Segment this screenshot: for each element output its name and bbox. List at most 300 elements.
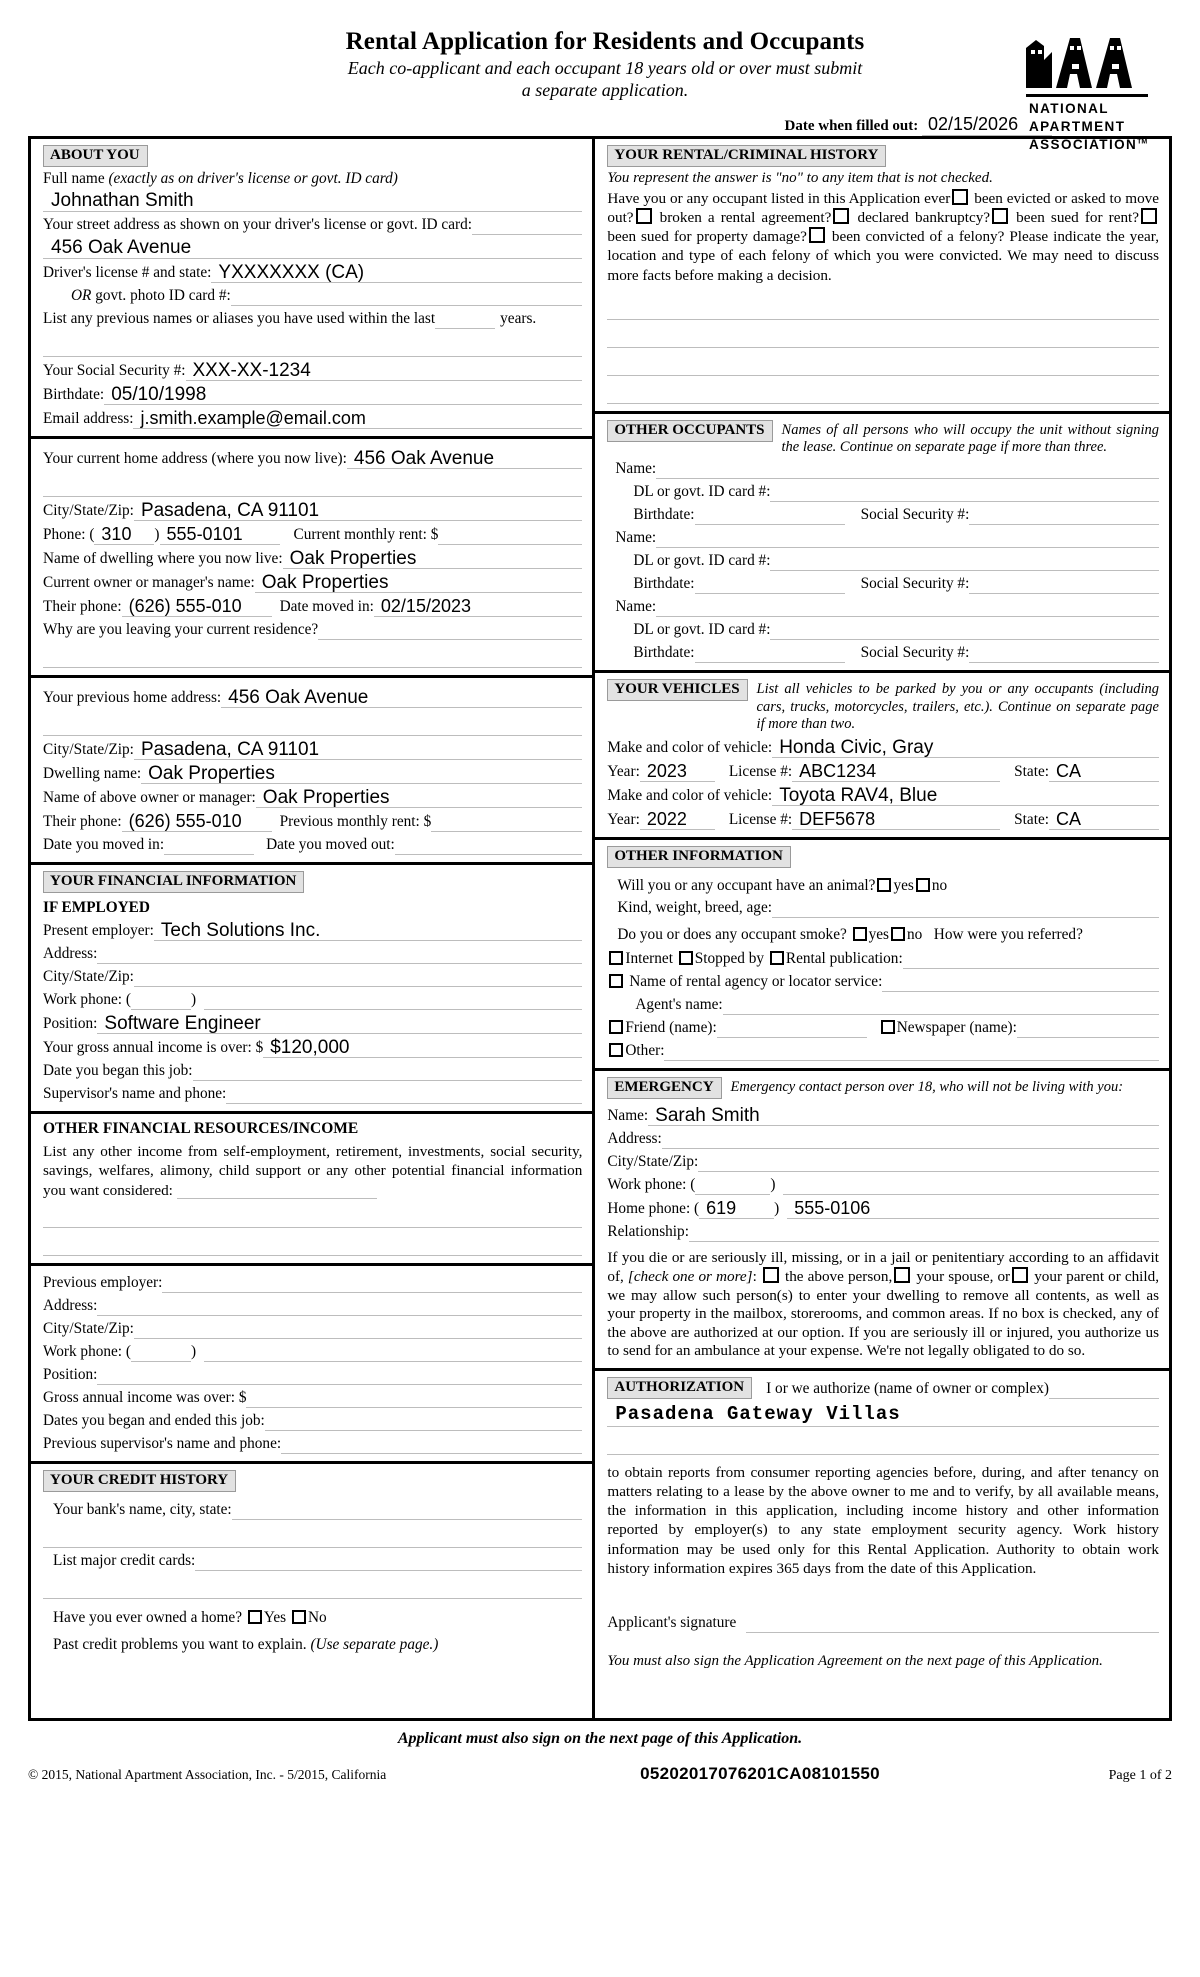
bank-input[interactable] (232, 1501, 583, 1520)
emergency-address-input[interactable] (662, 1130, 1159, 1149)
occupant-2-birthdate-input[interactable] (695, 575, 845, 594)
govt-id-input[interactable] (231, 287, 583, 306)
occupant-1-ssn-label: Social Security #: (860, 506, 970, 524)
form-frame (28, 136, 1172, 1721)
govt-id-label: OR govt. photo ID card #: (71, 287, 231, 304)
smoke-yes-checkbox[interactable] (853, 927, 867, 941)
occupant-entry-3 (607, 598, 1159, 663)
referred-label: How were you referred? (933, 925, 1083, 943)
stopped-by-checkbox[interactable] (679, 951, 693, 965)
footer-bar (28, 1764, 1172, 1784)
employer-csz-input[interactable] (134, 968, 582, 987)
ssn-input[interactable]: XXX-XX-1234 (186, 361, 583, 381)
aliases-row (43, 310, 582, 329)
previous-csz-input[interactable]: Pasadena, CA 91101 (134, 740, 582, 760)
agency-row (607, 973, 1159, 992)
rental-publication-checkbox[interactable] (770, 951, 784, 965)
authorization-body: to obtain reports from consumer reporting agencies before, during, and after tenancy on matters relating to a lease by the above owner to me and to verify, by all available means, the information in this application, including income history and other information reported by employer(s) to any state employment security agency. Work history information may be used only for this Rental Application. Authority to obtain work history information expires 365 days from the date of this Application. (607, 1463, 1159, 1577)
occupant-1-birthdate-label: Birthdate: (633, 506, 695, 524)
occupant-3-dl-input[interactable] (770, 621, 1159, 640)
occupant-3-birthdate-input[interactable] (695, 644, 845, 663)
prev-employer-row (43, 1274, 582, 1293)
other-occupants-note: Names of all persons who will occupy the unit without signing the lease. Continue on separate page if more than three. (781, 421, 1159, 456)
occupant-2-dl-row (607, 552, 1159, 571)
previous-address-line2[interactable] (43, 717, 582, 736)
newspaper-input[interactable] (1017, 1019, 1159, 1038)
felony-checkbox[interactable] (809, 227, 825, 243)
dwelling-label: Name of dwelling where you now live: (43, 550, 283, 567)
animal-no-checkbox[interactable] (916, 878, 930, 892)
other-financial-heading: OTHER FINANCIAL RESOURCES/INCOME (43, 1120, 359, 1137)
section-other-occupants (595, 414, 1169, 674)
previous-owner-row (43, 788, 582, 808)
previous-their-phone-input[interactable]: (626) 555-010 (122, 812, 272, 832)
current-phone-paren: ) (154, 526, 160, 543)
emergency-work-phone-input[interactable] (783, 1176, 1159, 1195)
previous-owner-label: Name of above owner or manager: (43, 789, 256, 806)
agent-row (607, 996, 1159, 1015)
previous-dwelling-label: Dwelling name: (43, 765, 142, 782)
section-vehicles (595, 673, 1169, 839)
employer-work-phone-label: Work phone: ( (43, 991, 131, 1008)
past-problems-row (43, 1636, 582, 1654)
birthdate-label: Birthdate: (43, 386, 105, 403)
agency-checkbox[interactable] (609, 974, 623, 988)
moved-in-input[interactable]: 02/15/2023 (374, 597, 582, 617)
credit-history-heading: YOUR CREDIT HISTORY (43, 1470, 236, 1492)
full-name-note: (exactly as on driver's license or govt. ID card) (108, 170, 398, 187)
vehicles-note: List all vehicles to be parked by you or any occupants (including cars, trucks, motorcycles, trailers, etc.). Continue on separate page if more than two. (756, 681, 1159, 733)
occupant-1-name-input[interactable] (656, 460, 1159, 479)
aliases-blank-line[interactable] (43, 338, 582, 357)
other-referral-checkbox[interactable] (609, 1043, 623, 1057)
occupant-3-ssn-input[interactable] (969, 644, 1159, 663)
section-emergency (595, 1071, 1169, 1371)
street-address-trailing[interactable] (472, 216, 582, 235)
previous-dwelling-input[interactable]: Oak Properties (141, 764, 582, 784)
emergency-home-phone-row (607, 1199, 1159, 1219)
occupant-2-name-input[interactable] (656, 529, 1159, 548)
animal-row (607, 877, 1159, 895)
prev-supervisor-label: Previous supervisor's name and phone: (43, 1435, 282, 1453)
email-input[interactable]: j.smith.example@email.com (133, 409, 582, 429)
affidavit-parent-child-checkbox[interactable] (1012, 1267, 1028, 1283)
emergency-home-phone-label: Home phone: ( (607, 1199, 700, 1217)
vehicle-2-state-input[interactable]: CA (1049, 810, 1159, 830)
rental-publication-label: Rental publication: (785, 949, 903, 967)
vehicle-2-make-input[interactable]: Toyota RAV4, Blue (772, 786, 1159, 806)
current-phone-area-input[interactable]: 310 (94, 525, 154, 545)
authorization-owner-input[interactable]: Pasadena Gateway Villas (607, 1401, 1159, 1427)
vehicle-1-license-input[interactable]: ABC1234 (792, 762, 1000, 782)
rental-publication-input[interactable] (903, 950, 1159, 969)
vehicle-2-make-label: Make and color of vehicle: (607, 786, 773, 804)
vehicle-2-year-input[interactable]: 2022 (640, 810, 715, 830)
authorization-intro-trailing[interactable] (1049, 1380, 1159, 1399)
rental-criminal-line-1[interactable] (607, 301, 1159, 320)
agent-input[interactable] (723, 996, 1159, 1015)
sued-damage-checkbox[interactable] (1141, 208, 1157, 224)
other-occupants-heading: OTHER OCCUPANTS (607, 420, 772, 442)
prev-employer-label: Previous employer: (43, 1274, 163, 1292)
prev-income-row (43, 1389, 582, 1408)
smoke-label: Do you or does any occupant smoke? (617, 925, 847, 943)
govt-id-row (43, 287, 582, 306)
occupant-1-dl-input[interactable] (770, 483, 1159, 502)
cards-label: List major credit cards: (53, 1552, 196, 1570)
date-filled-input[interactable]: 02/15/2026 (922, 114, 1052, 136)
friend-newspaper-row (607, 1019, 1159, 1038)
leaving-input[interactable] (318, 621, 582, 640)
section-credit-history (31, 1464, 592, 1661)
income-input[interactable]: $120,000 (263, 1038, 582, 1058)
cards-input[interactable] (195, 1552, 582, 1571)
footer-page-number: Page 1 of 2 (1108, 1768, 1172, 1783)
previous-address-row (43, 688, 582, 708)
section-authorization (595, 1371, 1169, 1677)
date-filled-row (28, 114, 1172, 136)
position-label: Position: (43, 1015, 98, 1032)
title-block (28, 28, 1172, 101)
supervisor-input[interactable] (226, 1085, 582, 1104)
current-address-label: Your current home address (where you now live): (43, 450, 347, 467)
previous-rent-input[interactable] (431, 813, 582, 832)
footer-form-code: 05202017076201CA08101550 (640, 1764, 880, 1783)
current-their-phone-label: Their phone: (43, 598, 122, 615)
rental-criminal-line-4[interactable] (607, 385, 1159, 404)
sued-rent-checkbox[interactable] (992, 208, 1008, 224)
agency-inline (607, 973, 882, 992)
occupant-2-ssn-label: Social Security #: (860, 575, 970, 593)
stopped-by-label: Stopped by (694, 949, 765, 967)
past-problems-note: (Use separate page.) (310, 1636, 439, 1654)
occupant-1-birthdate-input[interactable] (695, 506, 845, 525)
section-current-home (31, 439, 592, 678)
prev-employer-input[interactable] (162, 1274, 582, 1293)
dl-label: Driver's license # and state: (43, 264, 212, 281)
moved-in-label: Date moved in: (279, 598, 374, 615)
authorization-owner-line2[interactable] (607, 1436, 1159, 1455)
smoke-row (607, 926, 1159, 944)
current-csz-input[interactable]: Pasadena, CA 91101 (134, 501, 582, 521)
prev-employer-csz-input[interactable] (134, 1320, 582, 1339)
occupant-3-name-input[interactable] (656, 598, 1159, 617)
vehicle-1-make-row (607, 738, 1159, 758)
aliases-years-input[interactable] (435, 310, 495, 329)
employer-input[interactable]: Tech Solutions Inc. (154, 921, 583, 941)
authorization-note: You must also sign the Application Agreement on the next page of this Application. (607, 1652, 1103, 1669)
internet-checkbox[interactable] (609, 951, 623, 965)
emergency-name-label: Name: (607, 1106, 649, 1124)
prev-position-row (43, 1366, 582, 1385)
employer-address-row (43, 945, 582, 964)
affidavit-spouse-checkbox[interactable] (894, 1267, 910, 1283)
logo-wordmark (1022, 100, 1152, 153)
evicted-checkbox[interactable] (952, 189, 968, 205)
email-row (43, 409, 582, 429)
animal-no-label: no (931, 876, 948, 894)
owned-home-yes-label: Yes (263, 1609, 287, 1627)
leaving-line2[interactable] (43, 649, 582, 668)
animal-yes-checkbox[interactable] (877, 878, 891, 892)
owned-home-yes-checkbox[interactable] (248, 1610, 262, 1624)
previous-address-label: Your previous home address: (43, 689, 222, 706)
prev-dates-row (43, 1412, 582, 1431)
emergency-csz-row (607, 1153, 1159, 1172)
rental-criminal-questions: Have you or any occupant listed in this Application ever been evicted or asked to move out? broken a rental agreement? declared bankruptcy? been sued for rent? been sued for property damage? been convicted of a felony? Please indicate the year, location and type of each felony of which you were convicted. We may need to discuss more facts before making a decision. (607, 190, 1159, 284)
vehicle-1-state-input[interactable]: CA (1049, 762, 1159, 782)
occupant-1-dl-row (607, 483, 1159, 502)
vehicle-1-state-label: State: (1014, 762, 1049, 780)
supervisor-row (43, 1085, 582, 1104)
section-other-information (595, 840, 1169, 1071)
prev-employer-work-phone-label: Work phone: ( (43, 1343, 131, 1361)
previous-rent-label: Previous monthly rent: $ (279, 813, 432, 830)
other-financial-input[interactable] (177, 1180, 377, 1199)
dl-row (43, 263, 582, 283)
other-occupants-headrow (607, 420, 1159, 457)
prev-income-label: Gross annual income was over: $ (43, 1389, 247, 1407)
emergency-relationship-input[interactable] (689, 1223, 1159, 1242)
logo-line-association: ASSOCIATION™ (1029, 136, 1148, 152)
logo-tm: TM (1137, 138, 1148, 146)
occupant-entry-1 (607, 460, 1159, 525)
previous-moved-out-input[interactable] (395, 836, 583, 855)
bank-line2[interactable] (43, 1529, 582, 1548)
occupant-3-dl-row (607, 621, 1159, 640)
signature-input[interactable] (746, 1614, 1159, 1633)
other-referral-row (607, 1042, 1159, 1061)
prev-dates-input[interactable] (265, 1412, 583, 1431)
employer-address-input[interactable] (97, 945, 582, 964)
employer-label: Present employer: (43, 922, 154, 939)
page-title: Rental Application for Residents and Occupants (345, 28, 865, 55)
vehicle-1-year-input[interactable]: 2023 (640, 762, 715, 782)
authorization-headrow (607, 1377, 1159, 1399)
footer-sign-note: Applicant must also sign on the next page of this Application. (397, 1730, 803, 1747)
occupant-1-name-row (607, 460, 1159, 479)
current-csz-row (43, 501, 582, 521)
section-previous-home (31, 678, 592, 865)
employer-work-phone-input[interactable] (204, 991, 582, 1010)
rental-criminal-heading: YOUR RENTAL/CRIMINAL HISTORY (607, 145, 886, 167)
emergency-home-phone-input[interactable]: 555-0106 (787, 1199, 1159, 1219)
agency-input[interactable] (882, 973, 1159, 992)
previous-moved-out-label: Date you moved out: (266, 836, 395, 853)
occupant-1-name-label: Name: (615, 460, 657, 478)
occupant-3-birthdate-label: Birthdate: (633, 644, 695, 662)
current-their-phone-input[interactable]: (626) 555-010 (122, 597, 272, 617)
occupant-2-birthdate-label: Birthdate: (633, 575, 695, 593)
ssn-label: Your Social Security #: (43, 362, 186, 379)
emergency-csz-label: City/State/Zip: (607, 1152, 699, 1170)
cards-line2[interactable] (43, 1580, 582, 1599)
employer-address-label: Address: (43, 945, 98, 962)
other-financial-line2[interactable] (43, 1209, 582, 1228)
page-subtitle-line1: Each co-applicant and each occupant 18 years old or over must submit (347, 57, 863, 78)
prev-employer-address-row (43, 1297, 582, 1316)
street-address-label: Your street address as shown on your driver's license or govt. ID card: (43, 216, 472, 233)
page-subtitle-line2: a separate application. (521, 79, 689, 100)
occupant-2-dl-label: DL or govt. ID card #: (633, 552, 771, 570)
bank-row (43, 1501, 582, 1520)
emergency-work-phone-area-input[interactable] (695, 1176, 770, 1195)
supervisor-label: Supervisor's name and phone: (43, 1085, 227, 1102)
began-job-input[interactable] (193, 1062, 583, 1081)
current-owner-input[interactable]: Oak Properties (255, 573, 583, 593)
emergency-address-row (607, 1130, 1159, 1149)
naa-logo-mark (1022, 30, 1140, 92)
other-financial-line3[interactable] (43, 1237, 582, 1256)
birthdate-input[interactable]: 05/10/1998 (104, 385, 582, 405)
emergency-home-phone-paren: ) (774, 1199, 780, 1217)
footer-copyright: © 2015, National Apartment Association, Inc. - 5/2015, California (28, 1767, 387, 1782)
prev-income-input[interactable] (246, 1389, 582, 1408)
current-address-input[interactable]: 456 Oak Avenue (347, 449, 582, 469)
previous-moved-row (43, 836, 582, 855)
left-column (31, 139, 595, 1718)
vehicle-2-license-label: License #: (728, 810, 793, 828)
occupant-3-ssn-label: Social Security #: (860, 644, 970, 662)
previous-owner-input[interactable]: Oak Properties (256, 788, 583, 808)
logo-divider (1026, 94, 1148, 97)
current-phone-input[interactable]: 555-0101 (160, 525, 280, 545)
newspaper-label: Newspaper (name): (896, 1018, 1017, 1036)
right-column (595, 139, 1169, 1718)
naa-logo (1022, 30, 1152, 153)
previous-their-phone-row (43, 812, 582, 832)
newspaper-inline (867, 1019, 1017, 1038)
occupant-2-dl-input[interactable] (770, 552, 1159, 571)
emergency-name-input[interactable]: Sarah Smith (648, 1106, 1159, 1126)
authorization-heading: AUTHORIZATION (607, 1377, 752, 1399)
smoke-no-checkbox[interactable] (891, 927, 905, 941)
newspaper-checkbox[interactable] (881, 1020, 895, 1034)
owned-home-no-checkbox[interactable] (292, 1610, 306, 1624)
signature-label: Applicant's signature (607, 1613, 737, 1631)
previous-dwelling-row (43, 764, 582, 784)
owned-home-no-label: No (307, 1609, 327, 1627)
bankruptcy-checkbox[interactable] (833, 208, 849, 224)
employer-csz-label: City/State/Zip: (43, 968, 134, 985)
full-name-label: Full name (exactly as on driver's license or govt. ID card) (43, 170, 398, 187)
leaving-label: Why are you leaving your current residence? (43, 621, 319, 638)
bank-label: Your bank's name, city, state: (53, 1501, 232, 1519)
prev-supervisor-row (43, 1435, 582, 1454)
emergency-relationship-row (607, 1223, 1159, 1242)
occupant-1-dl-label: DL or govt. ID card #: (633, 483, 771, 501)
emergency-heading: EMERGENCY (607, 1077, 721, 1099)
vehicle-2-detail-row (607, 810, 1159, 830)
about-you-heading: ABOUT YOU (43, 145, 148, 167)
prev-supervisor-input[interactable] (281, 1435, 582, 1454)
employer-row (43, 921, 582, 941)
kind-input[interactable] (772, 899, 1159, 918)
dwelling-input[interactable]: Oak Properties (283, 549, 583, 569)
prev-position-label: Position: (43, 1366, 98, 1384)
other-financial-body: List any other income from self-employment, retirement, investments, social security, savings, welfares, alimony, child support or any other potential financial information you want considered: (43, 1143, 583, 1200)
current-owner-label: Current owner or manager's name: (43, 574, 255, 591)
broken-agreement-checkbox[interactable] (636, 208, 652, 224)
occupant-3-bd-row (607, 644, 1159, 663)
friend-inline (607, 1019, 716, 1038)
agency-label: Name of rental agency or locator service: (629, 972, 883, 990)
street-address-row (43, 216, 582, 235)
income-row (43, 1038, 582, 1058)
emergency-name-row (607, 1106, 1159, 1126)
employer-work-phone-paren: ) (190, 991, 197, 1008)
logo-line-national: NATIONAL (1029, 101, 1109, 116)
other-information-heading: OTHER INFORMATION (607, 846, 790, 868)
current-address-row (43, 449, 582, 469)
prev-employer-work-phone-row (43, 1343, 582, 1362)
occupant-3-dl-label: DL or govt. ID card #: (633, 621, 771, 639)
occupant-2-bd-row (607, 575, 1159, 594)
current-address-line2[interactable] (43, 478, 582, 497)
vehicle-1-make-input[interactable]: Honda Civic, Gray (772, 738, 1159, 758)
emergency-csz-input[interactable] (698, 1153, 1159, 1172)
began-job-label: Date you began this job: (43, 1062, 193, 1079)
animal-label: Will you or any occupant have an animal? (617, 876, 876, 894)
other-referral-input[interactable] (664, 1042, 1159, 1061)
full-name-input[interactable]: Johnathan Smith (43, 190, 582, 212)
prev-employer-work-phone-input[interactable] (204, 1343, 582, 1362)
current-their-phone-row (43, 597, 582, 617)
employer-csz-row (43, 968, 582, 987)
occupant-1-ssn-input[interactable] (969, 506, 1159, 525)
previous-moved-in-input[interactable] (164, 836, 254, 855)
affidavit-above-person-checkbox[interactable] (763, 1267, 779, 1283)
previous-moved-in-label: Date you moved in: (43, 836, 165, 853)
prev-employer-work-phone-area-input[interactable] (131, 1343, 191, 1362)
prev-employer-address-label: Address: (43, 1297, 98, 1315)
email-label: Email address: (43, 410, 134, 427)
vehicle-2-license-input[interactable]: DEF5678 (792, 810, 1000, 830)
owned-home-label: Have you ever owned a home? (53, 1609, 243, 1627)
occupant-2-ssn-input[interactable] (969, 575, 1159, 594)
employer-work-phone-area-input[interactable] (131, 991, 191, 1010)
position-input[interactable]: Software Engineer (97, 1014, 582, 1034)
agent-label: Agent's name: (635, 995, 723, 1013)
friend-checkbox[interactable] (609, 1020, 623, 1034)
leaving-row (43, 621, 582, 640)
prev-employer-address-input[interactable] (97, 1297, 582, 1316)
previous-csz-label: City/State/Zip: (43, 741, 134, 758)
emergency-work-phone-row (607, 1176, 1159, 1195)
street-address-input[interactable]: 456 Oak Avenue (43, 237, 582, 259)
vehicle-2-make-row (607, 786, 1159, 806)
previous-address-input[interactable]: 456 Oak Avenue (221, 688, 582, 708)
dl-input[interactable]: YXXXXXXX (CA) (211, 263, 582, 283)
emergency-note: Emergency contact person over 18, who will not be living with you: (730, 1078, 1124, 1095)
emergency-headrow (607, 1077, 1159, 1102)
began-job-row (43, 1062, 582, 1081)
dwelling-row (43, 549, 582, 569)
vehicle-2-year-label: Year: (607, 810, 640, 828)
emergency-address-label: Address: (607, 1129, 662, 1147)
rental-criminal-line-3[interactable] (607, 357, 1159, 376)
current-rent-input[interactable] (438, 526, 582, 545)
prev-dates-label: Dates you began and ended this job: (43, 1412, 265, 1430)
income-label: Your gross annual income is over: $ (43, 1039, 264, 1056)
prev-employer-csz-label: City/State/Zip: (43, 1320, 134, 1338)
friend-input[interactable] (717, 1019, 867, 1038)
prev-position-input[interactable] (97, 1366, 582, 1385)
vehicle-2-state-label: State: (1014, 810, 1049, 828)
rental-criminal-line-2[interactable] (607, 329, 1159, 348)
ssn-row (43, 361, 582, 381)
emergency-home-phone-area-input[interactable]: 619 (699, 1199, 774, 1219)
